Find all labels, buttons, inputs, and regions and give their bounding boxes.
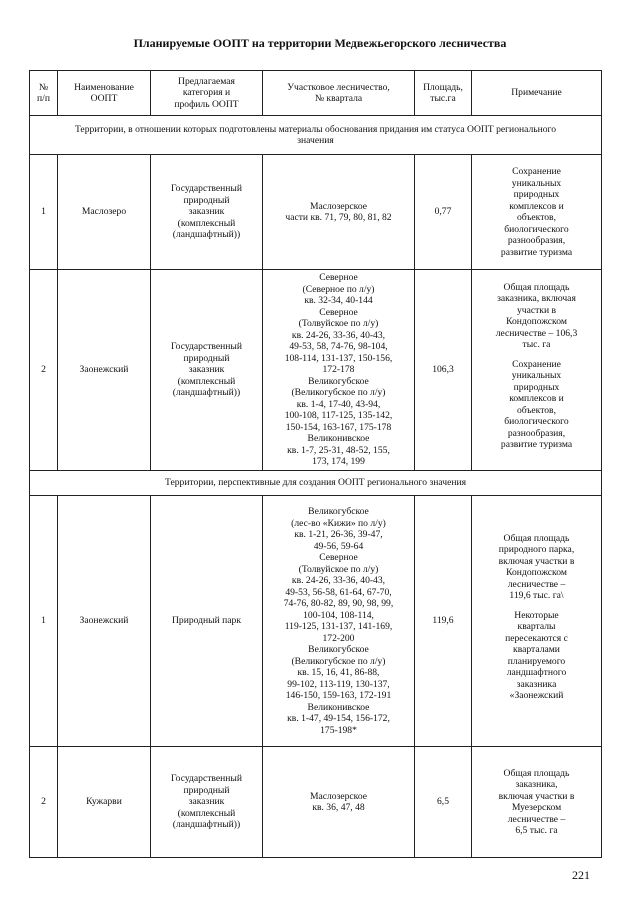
row-category: Государственный природный заказник (комплексный (ландшафтный)) [151, 270, 263, 471]
table-row [30, 270, 602, 471]
table-row [30, 155, 602, 270]
row-note: Общая площадь заказника, включая участки в Кондопожском лесничестве – 106,3 тыс. га [495, 281, 578, 350]
col-header-notes: Примечание [472, 71, 602, 116]
row-name: Заонежский [58, 270, 151, 471]
row-note: Сохранение уникальных природных комплексов и объектов, биологического разнообразия, развитие туризма [500, 358, 573, 450]
row-quarters: Маслозерское части кв. 71, 79, 80, 81, 82 [263, 155, 415, 270]
row-notes [472, 496, 602, 747]
table-header-row [30, 71, 602, 116]
row-number: 1 [30, 155, 58, 270]
row-quarters: Великогубское (лес-во «Кижи» по л/у) кв. 1-21, 26-36, 39-47, 49-56, 59-64 Северное (Толвуйское по л/у) кв. 24-26, 33-36, 40-43, 49-53, 56-58, 61-64, 67-70, 74-76, 80-82, 89, 90, 98, 99, 100-104, 108-114, 119-125, 131-137, 141-169, 172-200 Великогубское (Великогубское по л/у) кв. 15, 16, 41, 86-88, 99-102, 113-119, 130-137, 146-150, 159-163, 172-191 Великонивское кв. 1-47, 49-154, 156-172, 175-198* [263, 496, 415, 747]
table-row [30, 747, 602, 858]
row-quarters: Маслозерское кв. 36, 47, 48 [263, 747, 415, 858]
row-category: Природный парк [151, 496, 263, 747]
row-note: Общая площадь заказника, включая участки в Муезерском лесничестве – 6,5 тыс. га [472, 747, 602, 858]
row-quarters: Северное (Северное по л/у) кв. 32-34, 40-144 Северное (Толвуйское по л/у) кв. 24-26, 33-36, 40-43, 49-53, 58, 74-76, 98-104, 108-114, 131-137, 150-156, 172-178 Великогубское (Великогубское по л/у) кв. 1-4, 17-40, 43-94, 100-108, 117-125, 135-142, 150-154, 163-167, 175-178 Великонивское кв. 1-7, 25-31, 48-52, 155, 173, 174, 199 [263, 270, 415, 471]
section-heading-row [30, 471, 602, 496]
row-category: Государственный природный заказник (комплексный (ландшафтный)) [151, 747, 263, 858]
row-number: 2 [30, 747, 58, 858]
section-heading-row [30, 116, 602, 155]
row-notes [472, 270, 602, 471]
protected-areas-table [29, 70, 602, 858]
row-note: Общая площадь природного парка, включая участки в Кондопожском лесничестве – 119,6 тыс. га\ [498, 532, 575, 601]
row-number: 1 [30, 496, 58, 747]
section-heading: Территории, перспективные для создания ООПТ регионального значения [30, 471, 602, 496]
table-row [30, 496, 602, 747]
row-area: 6,5 [415, 747, 472, 858]
col-header-category: Предлагаемая категория и профиль ООПТ [151, 71, 263, 116]
row-number: 2 [30, 270, 58, 471]
page-number: 221 [572, 868, 590, 882]
row-category: Государственный природный заказник (комплексный (ландшафтный)) [151, 155, 263, 270]
row-area: 119,6 [415, 496, 472, 747]
page-title: Планируемые ООПТ на территории Медвежьегорского лесничества [133, 36, 507, 50]
row-area: 106,3 [415, 270, 472, 471]
col-header-number: № п/п [30, 71, 58, 116]
row-area: 0,77 [415, 155, 472, 270]
row-note: Сохранение уникальных природных комплексов и объектов, биологического разнообразия, развитие туризма [472, 155, 602, 270]
col-header-area: Площадь, тыс.га [415, 71, 472, 116]
col-header-quarters: Участковое лесничество, № квартала [263, 71, 415, 116]
row-name: Заонежский [58, 496, 151, 747]
section-heading: Территории, в отношении которых подготовлены материалы обоснования придания им статуса ООПТ регионального значения [30, 116, 602, 155]
row-note: Некоторые кварталы пересекаются с кварталами планируемого ландшафтного заказника «Заонежский [505, 609, 568, 701]
col-header-name: Наименование ООПТ [58, 71, 151, 116]
row-name: Маслозеро [58, 155, 151, 270]
row-name: Кужарви [58, 747, 151, 858]
